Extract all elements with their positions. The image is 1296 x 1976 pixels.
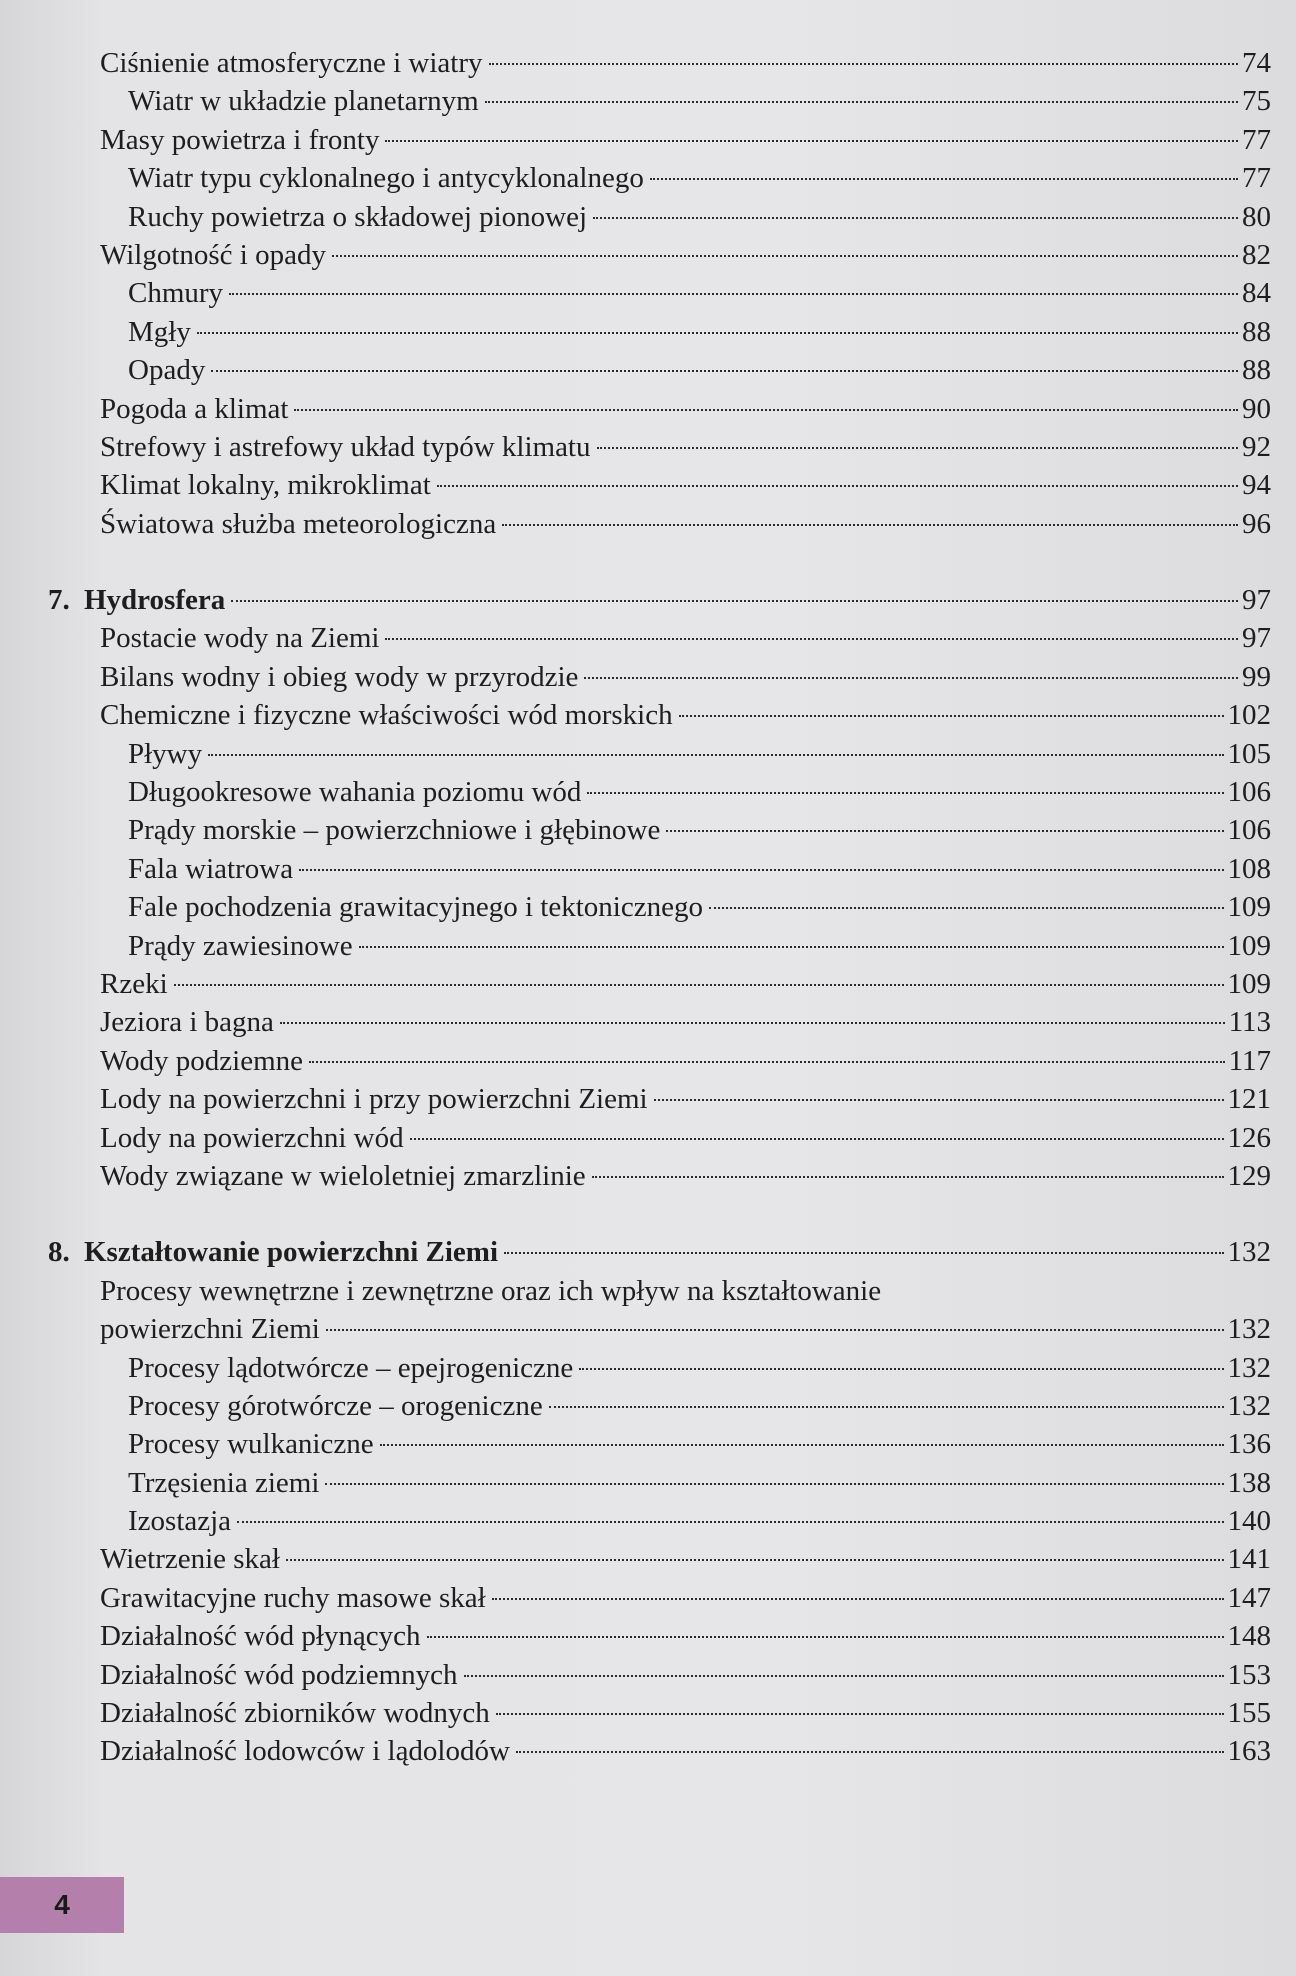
toc-entry-page: 96	[1242, 507, 1271, 540]
toc-entry	[0, 1349, 1296, 1387]
dot-leader	[592, 1176, 1224, 1178]
toc-entry-title: Strefowy i astrefowy układ typów klimatu	[100, 430, 591, 463]
dot-leader	[593, 217, 1238, 219]
toc-entry-title: Mgły	[128, 315, 191, 348]
toc-entry	[0, 1425, 1296, 1463]
toc-entry	[0, 1042, 1296, 1080]
toc-entry-page: 155	[1227, 1697, 1271, 1730]
dot-leader	[332, 255, 1238, 257]
toc-entry	[0, 850, 1296, 888]
toc-entry-title: Działalność wód podziemnych	[100, 1658, 458, 1691]
toc-entry	[0, 1732, 1296, 1770]
dot-leader	[549, 1406, 1224, 1408]
toc-entry-page: 92	[1242, 430, 1271, 463]
toc-entry	[0, 1387, 1296, 1425]
toc-entry-title: Wiatr w układzie planetarnym	[128, 85, 479, 118]
toc-entry-title: Chemiczne i fizyczne właściwości wód morskich	[100, 699, 673, 732]
dot-leader	[437, 485, 1238, 487]
toc-entry-title: Ruchy powietrza o składowej pionowej	[128, 200, 588, 233]
toc-entry	[0, 1617, 1296, 1655]
toc-entry-title: Masy powietrza i fronty	[100, 123, 380, 156]
dot-leader	[654, 1099, 1224, 1101]
dot-leader	[229, 293, 1238, 295]
toc-entry	[0, 198, 1296, 236]
dot-leader	[325, 1483, 1223, 1485]
toc-entry-page: 132	[1227, 1313, 1271, 1346]
page-number: 4	[54, 1889, 70, 1920]
toc-entry	[0, 1464, 1296, 1502]
dot-leader	[587, 792, 1223, 794]
toc-entry	[0, 159, 1296, 197]
toc-entry	[0, 351, 1296, 389]
toc-entry	[0, 1003, 1296, 1041]
dot-leader	[174, 984, 1224, 986]
toc-entry	[0, 428, 1296, 466]
toc-entry-page: 74	[1242, 47, 1271, 79]
chapter-number: 8.	[48, 1236, 70, 1269]
toc-entry-title: Lody na powierzchni i przy powierzchni Ziemi	[100, 1083, 648, 1116]
toc-entry	[0, 619, 1296, 657]
toc-entry-page: 117	[1228, 1044, 1271, 1077]
toc-entry-page: 109	[1227, 967, 1271, 1000]
toc-entry-page: 148	[1227, 1620, 1271, 1653]
dot-leader	[231, 600, 1238, 602]
dot-leader	[496, 1713, 1224, 1715]
toc-entry-title: Postacie wody na Ziemi	[100, 622, 380, 655]
toc-entry	[0, 505, 1296, 543]
toc-entry-title: Chmury	[128, 277, 224, 310]
toc-entry-page: 132	[1227, 1389, 1271, 1422]
toc-entry	[0, 121, 1296, 159]
dot-leader	[464, 1675, 1224, 1677]
toc-entry-page: 77	[1242, 162, 1271, 195]
toc-entry-title: Jeziora i bagna	[100, 1006, 274, 1039]
toc-entry-title: Procesy górotwórcze – orogeniczne	[128, 1389, 543, 1422]
dot-leader	[427, 1636, 1224, 1638]
toc-entry-page: 140	[1227, 1505, 1271, 1538]
toc-entry	[0, 466, 1296, 504]
toc-entry	[0, 1579, 1296, 1617]
toc-entry-page: 102	[1227, 699, 1271, 732]
toc-entry-title: Wilgotność i opady	[100, 238, 326, 271]
toc-entry-title: Hydrosfera	[84, 584, 226, 617]
dot-leader	[211, 370, 1238, 372]
toc-entry-title: Wody związane w wieloletniej zmarzlinie	[100, 1159, 586, 1192]
toc-entry-page: 99	[1242, 660, 1271, 693]
table-of-contents	[0, 44, 1296, 1771]
toc-entry	[0, 1272, 1296, 1310]
dot-leader	[237, 1521, 1223, 1523]
toc-entry-page: 97	[1242, 584, 1271, 617]
toc-entry-title: Klimat lokalny, mikroklimat	[100, 469, 431, 502]
section-spacer	[0, 1195, 1296, 1233]
toc-entry-title: Procesy lądotwórcze – epejrogeniczne	[128, 1351, 574, 1384]
toc-entry-page: 105	[1227, 737, 1271, 770]
toc-entry-title: Izostazja	[128, 1505, 232, 1538]
toc-entry-title: powierzchni Ziemi	[100, 1313, 320, 1346]
dot-leader	[359, 946, 1224, 948]
dot-leader	[380, 1444, 1224, 1446]
toc-entry-title: Lody na powierzchni wód	[100, 1121, 404, 1154]
dot-leader	[385, 638, 1238, 640]
toc-entry-title: Rzeki	[100, 967, 168, 1000]
toc-entry-title: Opady	[128, 354, 206, 387]
toc-entry-title: Procesy wewnętrzne i zewnętrzne oraz ich wpływ na kształtowanie	[100, 1274, 882, 1307]
dot-leader	[309, 1061, 1225, 1063]
toc-entry	[0, 696, 1296, 734]
dot-leader	[597, 447, 1239, 449]
toc-entry-page: 75	[1242, 85, 1271, 118]
toc-entry-page: 106	[1227, 814, 1271, 847]
toc-entry-page: 77	[1242, 123, 1271, 156]
toc-entry-title: Ciśnienie atmosferyczne i wiatry	[100, 47, 483, 79]
dot-leader	[579, 1368, 1223, 1370]
toc-entry	[0, 1656, 1296, 1694]
toc-entry	[0, 1540, 1296, 1578]
dot-leader	[492, 1598, 1224, 1600]
toc-entry-page: 109	[1227, 891, 1271, 924]
dot-leader	[410, 1138, 1224, 1140]
toc-entry-page: 108	[1227, 852, 1271, 885]
toc-entry-title: Fala wiatrowa	[128, 852, 294, 885]
toc-entry	[0, 1502, 1296, 1540]
toc-entry	[0, 274, 1296, 312]
toc-entry-page: 153	[1227, 1658, 1271, 1691]
dot-leader	[584, 677, 1238, 679]
toc-entry-title: Prądy zawiesinowe	[128, 929, 353, 962]
toc-entry-page: 113	[1228, 1006, 1271, 1039]
toc-entry-title: Działalność zbiorników wodnych	[100, 1697, 490, 1730]
toc-entry-title: Pływy	[128, 737, 203, 770]
toc-entry-page: 88	[1242, 315, 1271, 348]
toc-entry-page: 84	[1242, 277, 1271, 310]
dot-leader	[197, 332, 1238, 334]
toc-entry-title: Trzęsienia ziemi	[128, 1466, 320, 1499]
toc-entry	[0, 773, 1296, 811]
dot-leader	[286, 1559, 1224, 1561]
toc-entry-title: Pogoda a klimat	[100, 392, 289, 425]
toc-entry-title: Bilans wodny i obieg wody w przyrodzie	[100, 660, 579, 693]
toc-entry-page: 136	[1227, 1428, 1271, 1461]
toc-entry	[0, 888, 1296, 926]
dot-leader	[502, 524, 1238, 526]
toc-entry-page: 109	[1227, 929, 1271, 962]
dot-leader	[385, 140, 1238, 142]
toc-chapter-entry	[0, 1233, 1296, 1271]
toc-entry-page: 141	[1227, 1543, 1271, 1576]
toc-entry	[0, 236, 1296, 274]
toc-entry-title: Działalność lodowców i lądolodów	[100, 1735, 510, 1768]
toc-entry-page: 94	[1242, 469, 1271, 502]
dot-leader	[489, 63, 1238, 65]
toc-entry-title: Wietrzenie skał	[100, 1543, 280, 1576]
dot-leader	[504, 1252, 1223, 1254]
toc-entry-page: 163	[1227, 1735, 1271, 1768]
dot-leader	[326, 1329, 1224, 1331]
toc-entry-page: 132	[1227, 1236, 1271, 1269]
toc-entry-page: 80	[1242, 200, 1271, 233]
dot-leader	[280, 1022, 1225, 1024]
toc-entry-title: Procesy wulkaniczne	[128, 1428, 374, 1461]
toc-entry	[0, 658, 1296, 696]
toc-entry	[0, 811, 1296, 849]
toc-entry	[0, 1080, 1296, 1118]
dot-leader	[208, 754, 1223, 756]
toc-entry-title: Fale pochodzenia grawitacyjnego i tektonicznego	[128, 891, 703, 924]
toc-entry-page: 126	[1227, 1121, 1271, 1154]
dot-leader	[485, 101, 1238, 103]
toc-entry	[0, 735, 1296, 773]
dot-leader	[650, 178, 1238, 180]
toc-entry	[0, 1157, 1296, 1195]
dot-leader	[299, 869, 1223, 871]
toc-entry	[0, 390, 1296, 428]
toc-entry-page: 106	[1227, 776, 1271, 809]
toc-entry	[0, 965, 1296, 1003]
page-number-badge	[0, 1877, 124, 1933]
toc-entry-title: Światowa służba meteorologiczna	[100, 507, 497, 540]
toc-entry	[0, 313, 1296, 351]
toc-entry-title: Działalność wód płynących	[100, 1620, 421, 1653]
toc-entry	[0, 82, 1296, 120]
toc-entry	[0, 1119, 1296, 1157]
toc-entry-page: 138	[1227, 1466, 1271, 1499]
dot-leader	[294, 409, 1238, 411]
toc-entry-page: 97	[1242, 622, 1271, 655]
toc-entry-page: 147	[1227, 1581, 1271, 1614]
toc-entry	[0, 44, 1296, 82]
toc-entry	[0, 927, 1296, 965]
dot-leader	[679, 715, 1224, 717]
toc-entry-page: 88	[1242, 354, 1271, 387]
toc-entry-page: 132	[1227, 1351, 1271, 1384]
section-spacer	[0, 543, 1296, 581]
chapter-number: 7.	[48, 584, 70, 617]
toc-entry-title: Długookresowe wahania poziomu wód	[128, 776, 582, 809]
toc-entry	[0, 1310, 1296, 1348]
toc-entry-title: Wiatr typu cyklonalnego i antycyklonalnego	[128, 162, 644, 195]
toc-chapter-entry	[0, 581, 1296, 619]
toc-entry-page: 82	[1242, 238, 1271, 271]
toc-entry-title: Prądy morskie – powierzchniowe i głębinowe	[128, 814, 661, 847]
toc-entry	[0, 1694, 1296, 1732]
toc-entry-page: 90	[1242, 392, 1271, 425]
dot-leader	[516, 1751, 1224, 1753]
toc-entry-title: Kształtowanie powierzchni Ziemi	[84, 1236, 499, 1269]
toc-entry-page: 121	[1227, 1083, 1271, 1116]
toc-entry-title: Grawitacyjne ruchy masowe skał	[100, 1581, 486, 1614]
dot-leader	[709, 907, 1224, 909]
dot-leader	[666, 830, 1223, 832]
toc-entry-title: Wody podziemne	[100, 1044, 304, 1077]
toc-entry-page: 129	[1227, 1159, 1271, 1192]
